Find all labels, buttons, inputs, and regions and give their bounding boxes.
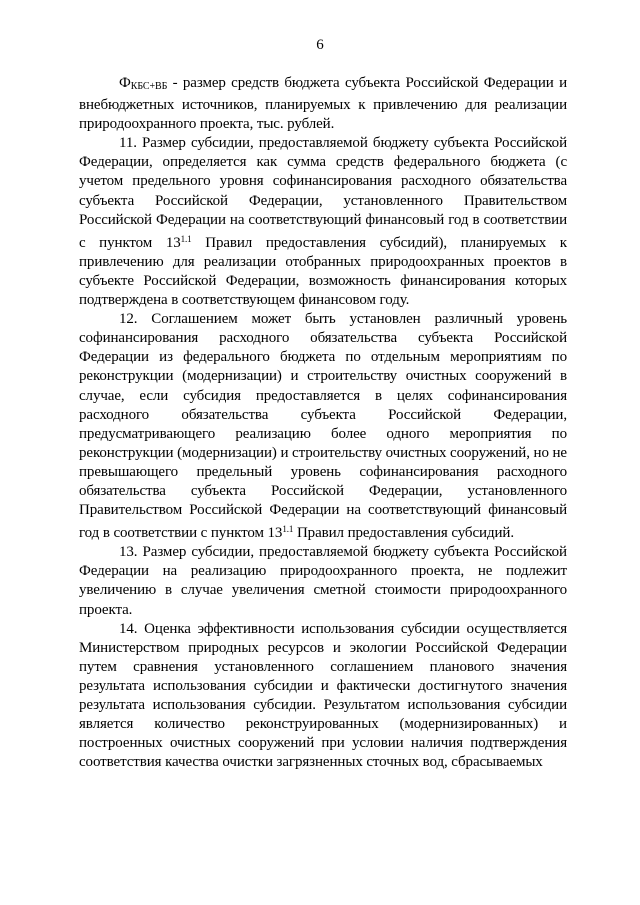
phi-symbol: Ф [119, 75, 131, 91]
paragraph-12-superscript: 1.1 [282, 524, 294, 535]
document-body [79, 74, 567, 772]
page-number: 6 [316, 37, 324, 53]
paragraph-11 [79, 134, 567, 310]
paragraph-12 [79, 310, 567, 543]
paragraph-12-text-end: Правил предоставления субсидий. [293, 525, 514, 542]
paragraph-11-superscript: 1.1 [180, 233, 192, 244]
paragraph-11-text-end: Правил предоставления субсидий), планируемых к привлечению для реализации отобранных природоохранных проектов в субъекте Российской Федерации, возможность финансирования которых подтверждена в соответствующем финансовом году. [79, 234, 567, 309]
paragraph-13: 13. Размер субсидии, предоставляемой бюджету субъекта Российской Федерации на реализацию природоохранного проекта, не подлежит увеличению в случае увеличения сметной стоимости природоохранного проекта. [79, 544, 567, 618]
paragraph-phi-definition [79, 74, 567, 134]
paragraph-14: 14. Оценка эффективности использования субсидии осуществляется Министерством природных ресурсов и экологии Российской Федерации путем сравнения установленного соглашением планового значения результата использования субсидии и фактически достигнутого значения результата использования субсидии. Результатом использования субсидии является количество реконструированных (модернизированных) и построенных очистных сооружений при условии наличия подтверждения соответствия качества очистки загрязненных сточных вод, сбрасываемых [79, 620, 567, 771]
paragraph-11-text-start: 11. Размер субсидии, предоставляемой бюджету субъекта Российской Федерации, определяется как сумма средств федерального бюджета (с учетом предельного уровня софинансирования расходного обязательства субъекта Российской Федерации, установленного Правительством Российской Федерации на соответствующий финансовый год в соответствии с пунктом 13 [79, 135, 567, 251]
phi-subscript: КБС+ВБ [130, 81, 168, 92]
phi-definition-text: - размер средств бюджета субъекта Российской Федерации и внебюджетных источников, планируемых к привлечению для реализации природоохранного проекта, тыс. рублей. [79, 75, 567, 133]
paragraph-12-text-start: 12. Соглашением может быть установлен различный уровень софинансирования расходного обязательства субъекта Российской Федерации из федерального бюджета по отдельным мероприятиям по реконструкции (модернизации) и строительству очистных сооружений в случае, если субсидия предоставляется в целях софинансирования расходного обязательства субъекта Российской Федерации, предусматривающего реализацию более одного мероприятия по реконструкции (модернизации) и строительству очистных сооружений, но не превышающего предельный уровень софинансирования расходного обязательства субъекта Российской Федерации, установленного Правительством Российской Федерации на соответствующий финансовый год в соответствии с пунктом 13 [79, 311, 567, 542]
